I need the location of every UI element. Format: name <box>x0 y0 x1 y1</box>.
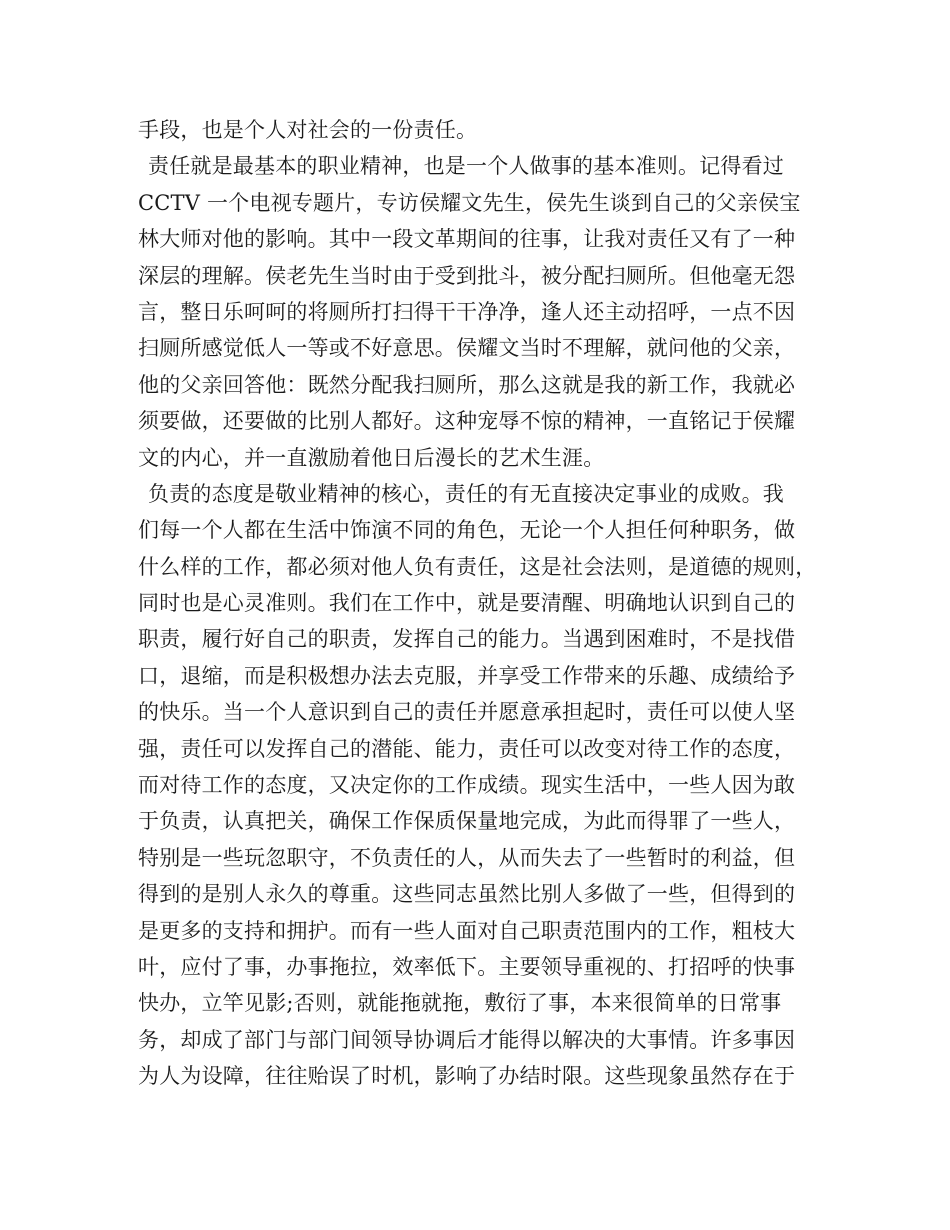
text-line: 于负责，认真把关，确保工作保质保量地完成，为此而得罪了一些人， <box>138 809 796 834</box>
text-line: 林大师对他的影响。其中一段文革期间的往事，让我对责任又有了一种 <box>138 227 796 252</box>
body-text <box>138 112 828 1095</box>
text-line: 叶，应付了事，办事拖拉，效率低下。主要领导重视的、打招呼的快事 <box>138 954 796 979</box>
text-line: 扫厕所感觉低人一等或不好意思。侯耀文当时不理解，就问他的父亲， <box>138 336 796 361</box>
text-line: 言，整日乐呵呵的将厕所打扫得干干净净，逢人还主动招呼，一点不因 <box>138 299 796 324</box>
text-line: 什么样的工作，都必须对他人负有责任，这是社会法则，是道德的规则， <box>138 554 817 579</box>
text-line: 快办，立竿见影;否则，就能拖就拖，敷衍了事，本来很简单的日常事 <box>138 991 782 1016</box>
text-line: 他的父亲回答他：既然分配我扫厕所，那么这就是我的新工作，我就必 <box>138 372 796 397</box>
text-line: 务，却成了部门与部门间领导协调后才能得以解决的大事情。许多事因 <box>138 1027 796 1052</box>
text-line: 强，责任可以发挥自己的潜能、能力，责任可以改变对待工作的态度， <box>138 736 796 761</box>
text-line: 而对待工作的态度，又决定你的工作成绩。现实生活中，一些人因为敢 <box>138 773 796 798</box>
text-line: 须要做，还要做的比别人都好。这种宠辱不惊的精神，一直铭记于侯耀 <box>138 409 796 434</box>
text-line: 深层的理解。侯老先生当时由于受到批斗，被分配扫厕所。但他毫无怨 <box>138 263 796 288</box>
text-line: 为人为设障，往往贻误了时机，影响了办结时限。这些现象虽然存在于 <box>138 1064 796 1089</box>
text-line: CCTV 一个电视专题片，专访侯耀文先生，侯先生谈到自己的父亲侯宝 <box>138 190 801 215</box>
text-line: 职责，履行好自己的职责，发挥自己的能力。当遇到困难时，不是找借 <box>138 627 796 652</box>
text-line: 得到的是别人永久的尊重。这些同志虽然比别人多做了一些，但得到的 <box>138 882 796 907</box>
text-line: 口，退缩，而是积极想办法去克服，并享受工作带来的乐趣、成绩给予 <box>138 663 796 688</box>
text-line: 同时也是心灵准则。我们在工作中，就是要清醒、明确地认识到自己的 <box>138 591 796 616</box>
text-line: 手段，也是个人对社会的一份责任。 <box>138 118 478 142</box>
text-line: 特别是一些玩忽职守，不负责任的人，从而失去了一些暂时的利益，但 <box>138 845 796 870</box>
text-line: 是更多的支持和拥护。而有一些人面对自己职责范围内的工作，粗枝大 <box>138 918 796 943</box>
paragraph-start-line: 责任就是最基本的职业精神，也是一个人做事的基本准则。记得看过 <box>148 154 784 179</box>
text-line: 的快乐。当一个人意识到自己的责任并愿意承担起时，责任可以使人坚 <box>138 700 796 725</box>
text-line: 们每一个人都在生活中饰演不同的角色，无论一个人担任何种职务，做 <box>138 518 796 543</box>
paragraph-start-line: 负责的态度是敬业精神的核心，责任的有无直接决定事业的成败。我 <box>148 481 784 506</box>
text-line: 文的内心，并一直激励着他日后漫长的艺术生涯。 <box>138 445 605 470</box>
